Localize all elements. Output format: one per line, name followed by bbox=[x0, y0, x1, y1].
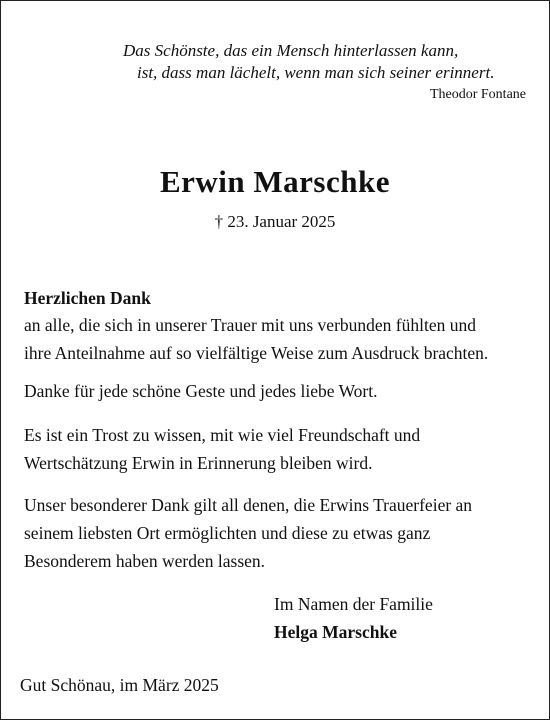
thanks-paragraph bbox=[24, 491, 534, 575]
paragraph-line: Wertschätzung Erwin in Erinnerung bleiben wird. bbox=[24, 453, 373, 473]
place-and-date: Gut Schönau, im März 2025 bbox=[20, 675, 219, 695]
death-date: † 23. Januar 2025 bbox=[214, 212, 336, 231]
paragraph-line: ihre Anteilnahme auf so vielfältige Weise zum Ausdruck brachten. bbox=[24, 343, 489, 363]
paragraph-line: an alle, die sich in unserer Trauer mit uns verbunden fühlten und bbox=[24, 315, 476, 335]
paragraph-line: Unser besonderer Dank gilt all denen, die Erwins Trauerfeier an bbox=[24, 495, 473, 515]
thanks-heading: Herzlichen Dank bbox=[24, 288, 151, 308]
quote-author: Theodor Fontane bbox=[429, 87, 526, 102]
paragraph-line: Danke für jede schöne Geste und jedes liebe Wort. bbox=[24, 381, 378, 401]
paragraph-line: Es ist ein Trost zu wissen, mit wie viel Freundschaft und bbox=[24, 425, 421, 445]
thanks-paragraph bbox=[24, 421, 534, 477]
memorial-quote bbox=[123, 40, 494, 84]
quote-line: ist, dass man lächelt, wenn man sich seiner erinnert. bbox=[137, 63, 495, 82]
paragraph-line: Besonderem haben werden lassen. bbox=[24, 551, 266, 571]
thanks-paragraph bbox=[24, 311, 534, 367]
signoff-name: Helga Marschke bbox=[274, 622, 397, 642]
thanks-paragraph bbox=[24, 377, 534, 405]
deceased-name: Erwin Marschke bbox=[159, 164, 390, 199]
quote-line: Das Schönste, das ein Mensch hinterlassen kann, bbox=[123, 41, 459, 60]
family-signoff bbox=[274, 590, 433, 646]
signoff-intro: Im Namen der Familie bbox=[274, 594, 433, 614]
paragraph-line: seinem liebsten Ort ermöglichten und diese zu etwas ganz bbox=[24, 523, 431, 543]
